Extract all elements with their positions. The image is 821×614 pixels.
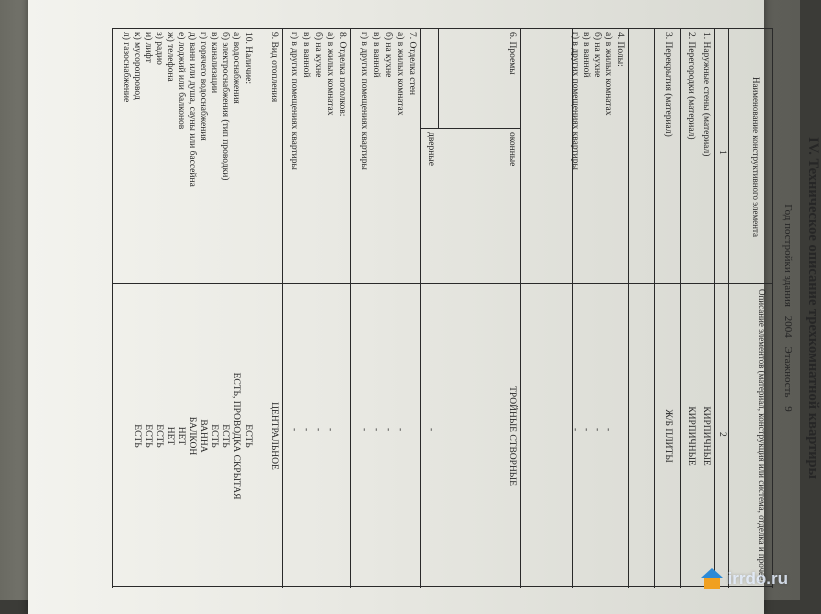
row-label: г) горячего водоснабжения — [198, 32, 208, 141]
row-label: а) в жилых комнатах — [325, 32, 335, 116]
row-label: в) в ванной — [581, 32, 591, 78]
table-line — [282, 28, 283, 588]
description-table — [113, 28, 773, 588]
table-line — [420, 28, 421, 588]
build-year-value: 2004 — [782, 315, 794, 338]
table-line — [654, 28, 655, 588]
section-title: 7. Отделка стен — [407, 32, 417, 95]
paper-sheet — [28, 0, 821, 614]
window-label: оконные — [507, 132, 517, 167]
row-value: - — [359, 428, 369, 432]
window-value: ТРОЙНЫЕ СТВОРНЫЕ — [507, 386, 517, 486]
row-value: ЕСТЬ — [243, 424, 253, 448]
table-line — [350, 28, 351, 588]
row-value: - — [592, 428, 602, 432]
row-value: ЕСТЬ — [220, 424, 230, 448]
row-value: БАЛКОН — [187, 416, 197, 456]
floors-label: Этажность — [782, 346, 794, 398]
table-line — [113, 586, 773, 587]
column-number-2: 2 — [717, 432, 727, 437]
watermark — [701, 568, 788, 590]
row-value: - — [371, 428, 381, 432]
row-label: к) мусоропровод — [132, 32, 142, 100]
row-value: КИРПИЧНЫЕ — [686, 406, 696, 466]
row-value: - — [289, 428, 299, 432]
row-value: - — [395, 428, 405, 432]
table-line — [714, 28, 715, 588]
table-line — [113, 283, 773, 284]
document-page — [81, 28, 821, 588]
table-line — [520, 28, 521, 588]
row-label: 2. Перегородки (материал) — [686, 32, 696, 140]
row-value: - — [603, 428, 613, 432]
row-label: а) в жилых комнатах — [603, 32, 613, 116]
header-col2: Описание элементов (материал, конструкция или система, отделка и прочее) — [757, 288, 767, 583]
floors-value: 9 — [782, 406, 794, 412]
table-line — [113, 28, 773, 29]
row-label: б) на кухне — [313, 32, 323, 78]
table-line — [438, 28, 439, 128]
heating-label: 9. Вид отопления — [269, 32, 279, 103]
table-line — [112, 28, 113, 588]
row-label: г) в других помещениях квартиры — [359, 32, 369, 170]
row-value: НЕТ — [165, 426, 175, 446]
row-value: - — [325, 428, 335, 432]
row-label: б) на кухне — [383, 32, 393, 78]
row-label: д) ванн или душа, сауны или бассейна — [187, 32, 197, 187]
row-label: 1. Наружные стены (материал) — [701, 32, 711, 157]
row-label: 3. Перекрытия (материал) — [663, 32, 673, 137]
row-label: и) лифт — [143, 32, 153, 63]
row-label: з) радио — [154, 32, 164, 65]
row-label: г) в других помещениях квартиры — [570, 32, 580, 170]
watermark-text: irrdo.ru — [727, 569, 788, 588]
row-label: б) на кухне — [592, 32, 602, 78]
house-icon — [701, 568, 723, 578]
door-value: - — [426, 428, 436, 432]
section-title: 4. Полы: — [615, 32, 625, 67]
row-label: а) в жилых комнатах — [395, 32, 405, 116]
section-title: 10. Наличие: — [243, 32, 253, 84]
row-value: - — [383, 428, 393, 432]
row-label: в) канализации — [209, 32, 219, 94]
row-value: - — [570, 428, 580, 432]
document-title: IV. Техническое описание трехкомнатной квартиры — [805, 137, 821, 479]
column-number-1: 1 — [717, 150, 727, 155]
table-line — [728, 28, 729, 588]
row-label: г) в других помещениях квартиры — [289, 32, 299, 170]
row-value: ЕСТЬ — [143, 424, 153, 448]
row-value: ЕСТЬ — [132, 424, 142, 448]
row-value: - — [313, 428, 323, 432]
row-value: КИРПИЧНЫЕ — [701, 406, 711, 466]
heating-value: ЦЕНТРАЛЬНОЕ — [269, 402, 279, 470]
row-label: ж) телефона — [165, 32, 175, 82]
table-line — [680, 28, 681, 588]
building-meta — [782, 28, 794, 588]
row-label: в) в ванной — [371, 32, 381, 78]
row-value: ЕСТЬ — [154, 424, 164, 448]
row-value: ВАННА — [198, 419, 208, 453]
table-line — [421, 128, 521, 129]
row-value: Ж/Б ПЛИТЫ — [663, 409, 673, 463]
row-label: л) газоснабжение — [121, 32, 131, 103]
row-value: - — [301, 428, 311, 432]
openings-label: 6. Проемы — [507, 32, 517, 75]
row-value: НЕТ — [176, 426, 186, 446]
section-title: 8. Отделка потолков: — [337, 32, 347, 117]
build-year-label: Год постройки здания — [782, 204, 794, 307]
row-value: ЕСТЬ, ПРОВОДКА СКРЫТАЯ — [231, 372, 241, 500]
table-line — [628, 28, 629, 588]
door-label: дверные — [426, 132, 436, 166]
table-line — [772, 28, 773, 588]
header-col1: Наименование конструктивного элемента — [751, 77, 761, 237]
row-label: в) в ванной — [301, 32, 311, 78]
row-label: б) электроснабжения (тип проводки) — [220, 32, 230, 181]
row-value: ЕСТЬ — [209, 424, 219, 448]
row-label: е) лоджий или балконов — [176, 32, 186, 130]
row-value: - — [581, 428, 591, 432]
row-label: а) водоснабжения — [231, 32, 241, 104]
